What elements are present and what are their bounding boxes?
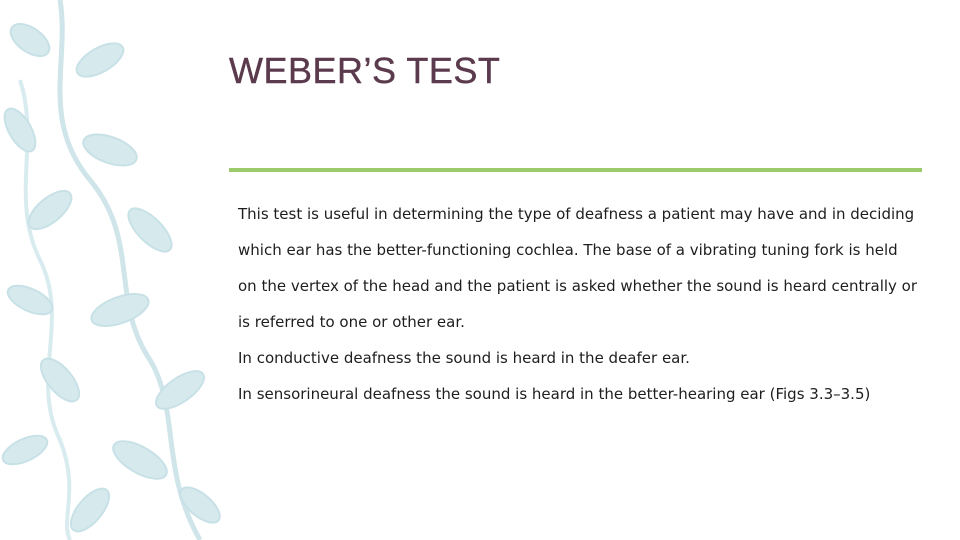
slide-body	[238, 196, 918, 412]
paragraph-sensorineural: In sensorineural deafness the sound is heard in the better-hearing ear (Figs 3.3–3.5)	[238, 385, 871, 403]
slide-title: WEBER’S TEST	[229, 50, 501, 91]
title-divider	[229, 168, 922, 172]
paragraph-conductive: In conductive deafness the sound is heard in the deafer ear.	[238, 349, 690, 367]
leaf-vine-decoration	[0, 0, 230, 540]
paragraph-description: This test is useful in determining the type of deafness a patient may have and in deciding which ear has the better-functioning cochlea. The base of a vibrating tuning fork is held on the vertex of the head and the patient is asked whether the sound is heard centrally or is referred to one or other ear.	[238, 205, 918, 331]
